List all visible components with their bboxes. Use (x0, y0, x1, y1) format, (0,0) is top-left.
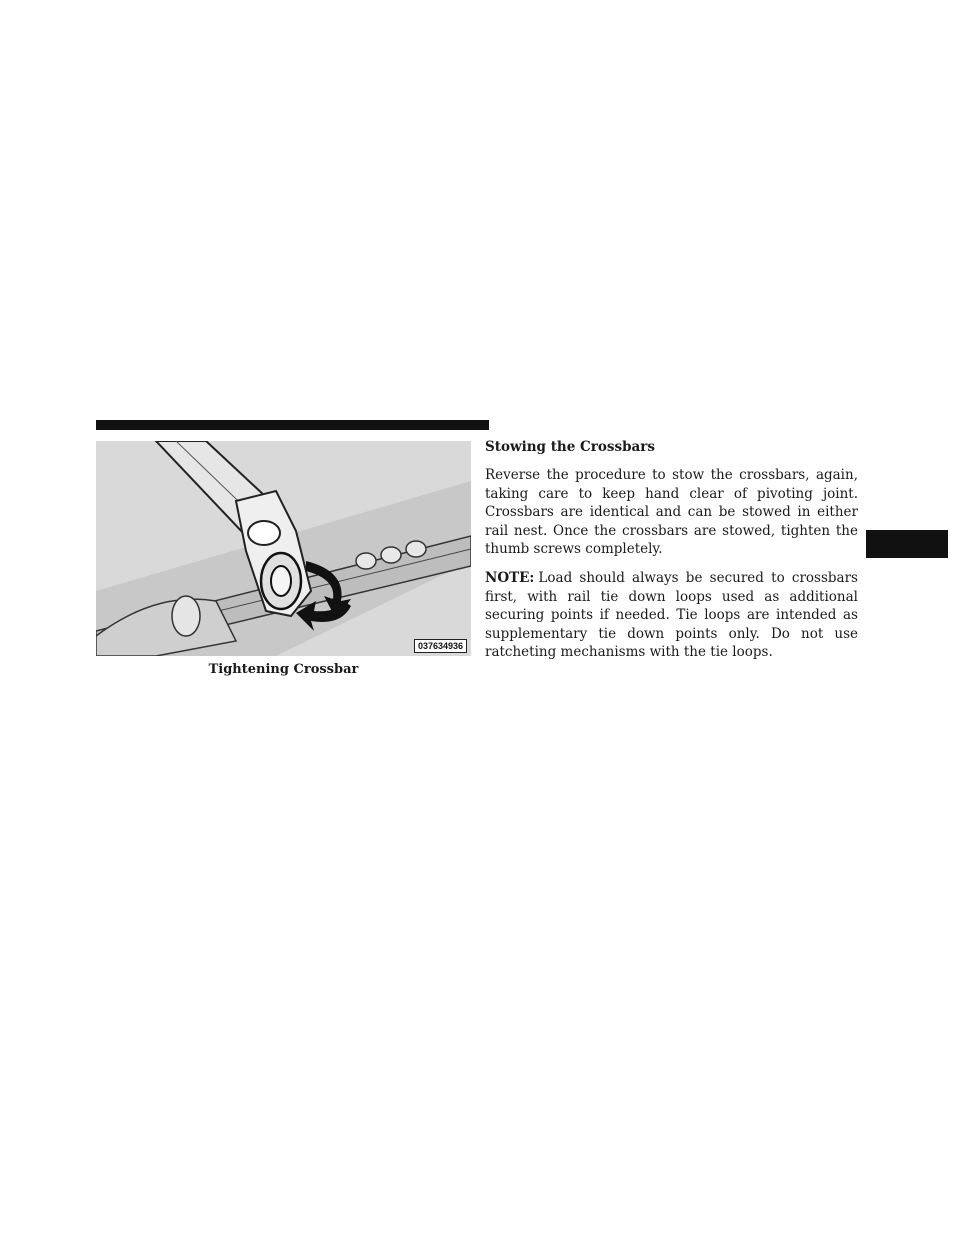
crossbar-drawing (96, 441, 471, 656)
crossbar-illustration (96, 441, 471, 656)
note-label: NOTE: (485, 570, 535, 586)
body-paragraph: Reverse the procedure to stow the crossbars, again, taking care to keep hand clear of pivoting joint. Crossbars are identical and can be stowed in either rail nest. Once the crossbars are stowed, tighten the thumb screws completely. (485, 467, 858, 558)
section-heading: Stowing the Crossbars (485, 439, 655, 455)
chapter-side-tab (866, 530, 948, 558)
note-text: Load should always be secured to crossbars first, with rail tie down loops used as additional securing points if needed. Tie loops are intended as supplementary tie down points only. Do not use ratcheting mechanisms with the tie loops. (485, 570, 858, 661)
figure-caption: Tightening Crossbar (208, 662, 359, 677)
note-paragraph (485, 569, 858, 662)
section-header-bar (96, 420, 489, 430)
figure-code: 037634936 (414, 639, 467, 653)
